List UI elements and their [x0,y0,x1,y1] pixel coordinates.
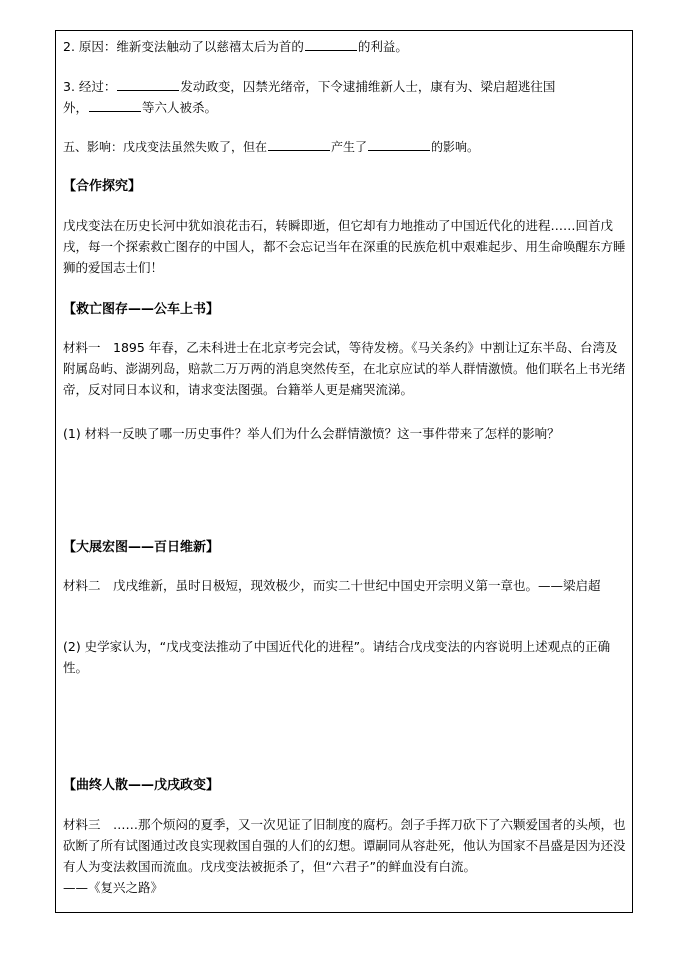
process-label: 3. 经过： [63,79,117,94]
cause-text: 2. 原因：维新变法触动了以慈禧太后为首的 [63,39,304,54]
impact-text-3: 的影响。 [431,140,480,154]
impact-text: 五、影响：戊戌变法虽然失败了，但在 [63,140,268,154]
section-coup: 【曲终人散——戊戌政变】 [63,778,220,793]
material-one: 材料一 1895 年春，乙未科进士在北京考完会试，等待发榜。《马关条约》中割让辽东半岛、台湾及附属岛屿、澎湖列岛，赔款二万万两的消息突然传至，在北京应试的举人群情激愤。他们联名上书光绪帝，反对同日本议和，请求变法图强。台籍举人更是痛哭流涕。 [63,340,626,397]
impact-blank-2[interactable] [368,137,430,151]
question-one: (1) 材料一反映了哪一历史事件？举人们为什么会群情激愤？这一事件带来了怎样的影响？ [63,426,560,441]
cause-blank[interactable] [305,37,357,51]
question-two: (2) 史学家认为，“戊戌变法推动了中国近代化的进程”。请结合戊戌变法的内容说明上述观点的正确性。 [63,639,611,675]
impact-blank-1[interactable] [268,137,330,151]
section-hundred-days: 【大展宏图——百日维新】 [63,540,220,555]
impact-text-2: 产生了 [331,140,368,154]
section-cooperative-inquiry: 【合作探究】 [63,179,142,194]
material-three: 材料三 ……那个烦闷的夏季，又一次见证了旧制度的腐朽。刽子手挥刀砍下了六颗爱国者的头颅，也砍断了所有试图通过改良实现救国自强的人们的幻想。谭嗣同从容赴死，他认为国家不昌盛是因为还没有人为变法救国而流血。戊戌变法被扼杀了，但“六君子”的鲜血没有白流。 [63,817,626,874]
worksheet-frame [55,30,633,913]
process-text-3: 等六人被杀。 [142,100,218,115]
intro-paragraph: 戊戌变法在历史长河中犹如浪花击石，转瞬即逝，但它却有力地推动了中国近代化的进程……回首戊戌，每一个探索救亡图存的中国人，都不会忘记当年在深重的民族危机中艰难起步、用生命唤醒东方睡狮的爱国志士们！ [63,218,626,275]
cause-line [63,36,626,57]
material-two: 材料二 戊戌维新，虽时日极短，现效极少，而实二十世纪中国史开宗明义第一章也。——梁启超 [63,578,601,593]
process-text-2: 外， [63,100,89,115]
cause-text-end: 的利益。 [357,39,408,54]
process-line-2 [63,97,626,118]
section-petition: 【救亡图存——公车上书】 [63,302,220,317]
material-three-source: ——《复兴之路》 [63,880,164,895]
impact-line [63,137,626,158]
process-blank-2[interactable] [89,98,141,112]
process-line [63,76,626,97]
process-text: 发动政变，囚禁光绪帝，下令逮捕维新人士，康有为、梁启超逃往国 [180,79,556,94]
process-blank-1[interactable] [117,77,179,91]
